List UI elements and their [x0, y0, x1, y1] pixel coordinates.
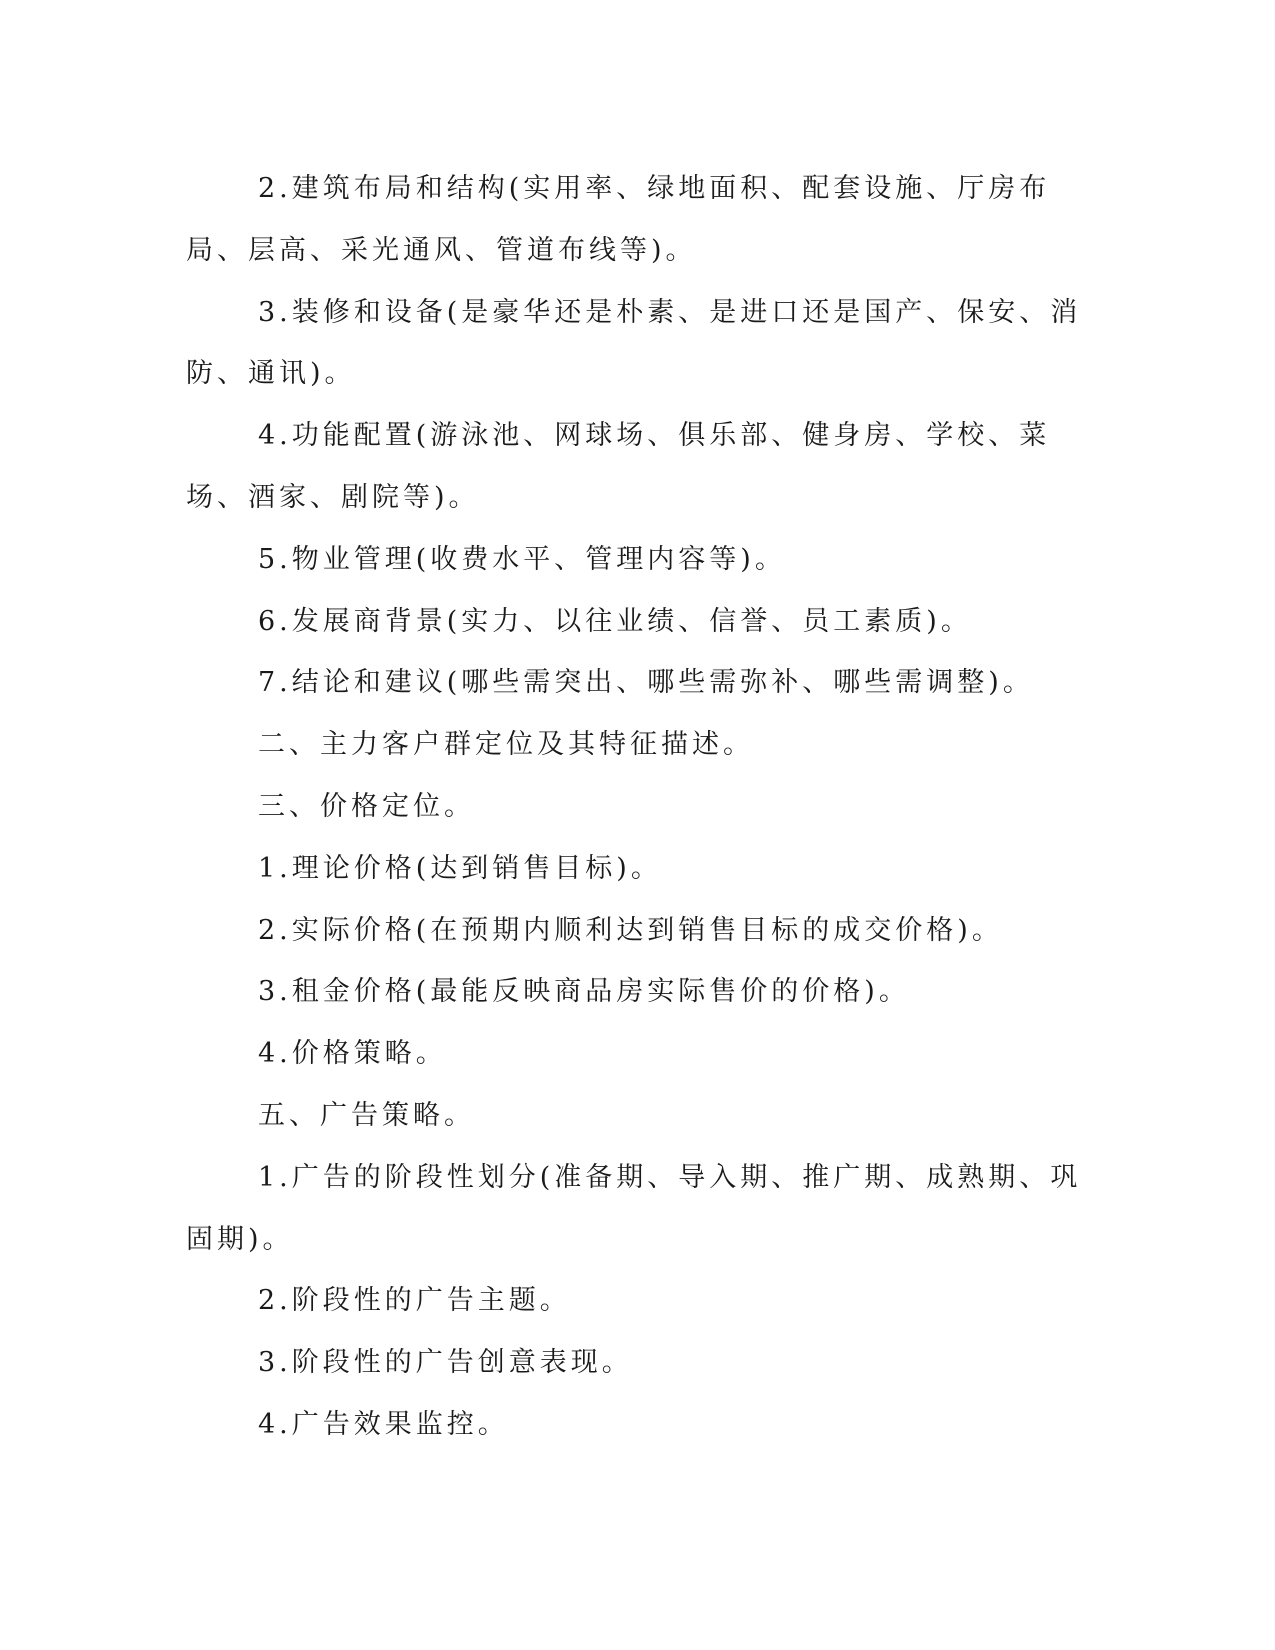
paragraph-building-layout: 2.建筑布局和结构(实用率、绿地面积、配套设施、厅房布局、层高、采光通风、管道布线等)。 [186, 173, 1051, 266]
paragraph-property-management: 5.物业管理(收费水平、管理内容等)。 [258, 543, 786, 575]
paragraph-price-strategy: 4.价格策略。 [258, 1038, 447, 1070]
paragraph-theoretical-price: 1.理论价格(达到销售目标)。 [258, 852, 662, 884]
section-heading-advertising: 五、广告策略。 [258, 1099, 475, 1131]
paragraph-conclusion: 7.结论和建议(哪些需突出、哪些需弥补、哪些需调整)。 [258, 667, 1034, 699]
paragraph-developer-background: 6.发展商背景(实力、以往业绩、信誉、员工素质)。 [258, 605, 972, 637]
document-body [186, 158, 1086, 1456]
paragraph-ad-monitoring: 4.广告效果监控。 [258, 1408, 509, 1440]
paragraph-actual-price: 2.实际价格(在预期内顺利达到销售目标的成交价格)。 [258, 914, 1003, 946]
paragraph-decoration-equipment: 3.装修和设备(是豪华还是朴素、是进口还是国产、保安、消防、通讯)。 [186, 296, 1082, 390]
paragraph-function-config: 4.功能配置(游泳池、网球场、俱乐部、健身房、学校、菜场、酒家、剧院等)。 [186, 420, 1051, 513]
paragraph-ad-stages: 1.广告的阶段性划分(准备期、导入期、推广期、成熟期、巩固期)。 [186, 1161, 1082, 1255]
paragraph-ad-theme: 2.阶段性的广告主题。 [258, 1285, 571, 1317]
paragraph-rent-price: 3.租金价格(最能反映商品房实际售价的价格)。 [258, 976, 910, 1008]
section-heading-pricing: 三、价格定位。 [258, 790, 475, 822]
section-heading-customer: 二、主力客户群定位及其特征描述。 [258, 729, 754, 761]
paragraph-ad-creative: 3.阶段性的广告创意表现。 [258, 1347, 633, 1379]
